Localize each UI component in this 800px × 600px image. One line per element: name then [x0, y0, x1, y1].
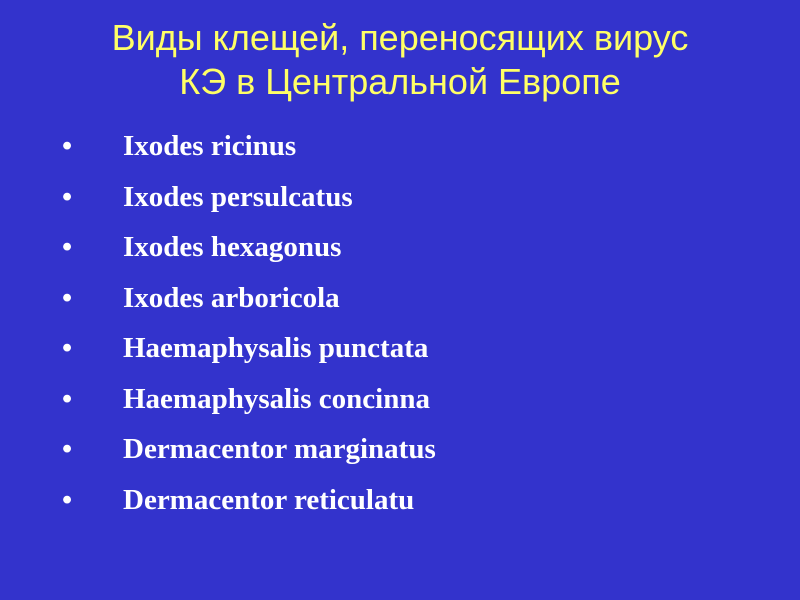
list-item-label: Dermacentor marginatus [123, 433, 436, 465]
bullet-icon: • [62, 281, 73, 314]
bullet-icon: • [62, 382, 73, 415]
list-item-label: Ixodes arboricola [123, 281, 340, 314]
tick-species-list [0, 126, 800, 530]
list-item [0, 379, 800, 430]
bullet-icon: • [62, 433, 73, 465]
list-item-label: Dermacentor reticulatu [123, 483, 415, 516]
slide-title-line-1: Виды клещей, переносящих вирус [111, 17, 689, 58]
list-item-label: Haemaphysalis punctata [123, 332, 429, 364]
list-item-label: Haemaphysalis concinna [123, 382, 430, 415]
bullet-icon: • [62, 332, 73, 364]
bullet-icon: • [62, 483, 73, 516]
bullet-icon: • [62, 231, 73, 263]
slide-title-line-2: КЭ в Центральной Европе [179, 61, 621, 102]
list-item [0, 328, 800, 379]
list-item-label: Ixodes hexagonus [123, 231, 342, 263]
list-item [0, 429, 800, 480]
list-item [0, 480, 800, 531]
list-item [0, 227, 800, 278]
list-item-label: Ixodes persulcatus [123, 180, 353, 213]
bullet-icon: • [62, 130, 73, 162]
list-item [0, 126, 800, 177]
list-item [0, 177, 800, 228]
slide-title [0, 16, 800, 104]
bullet-icon: • [62, 180, 73, 213]
list-item-label: Ixodes ricinus [123, 130, 297, 162]
list-item [0, 278, 800, 329]
